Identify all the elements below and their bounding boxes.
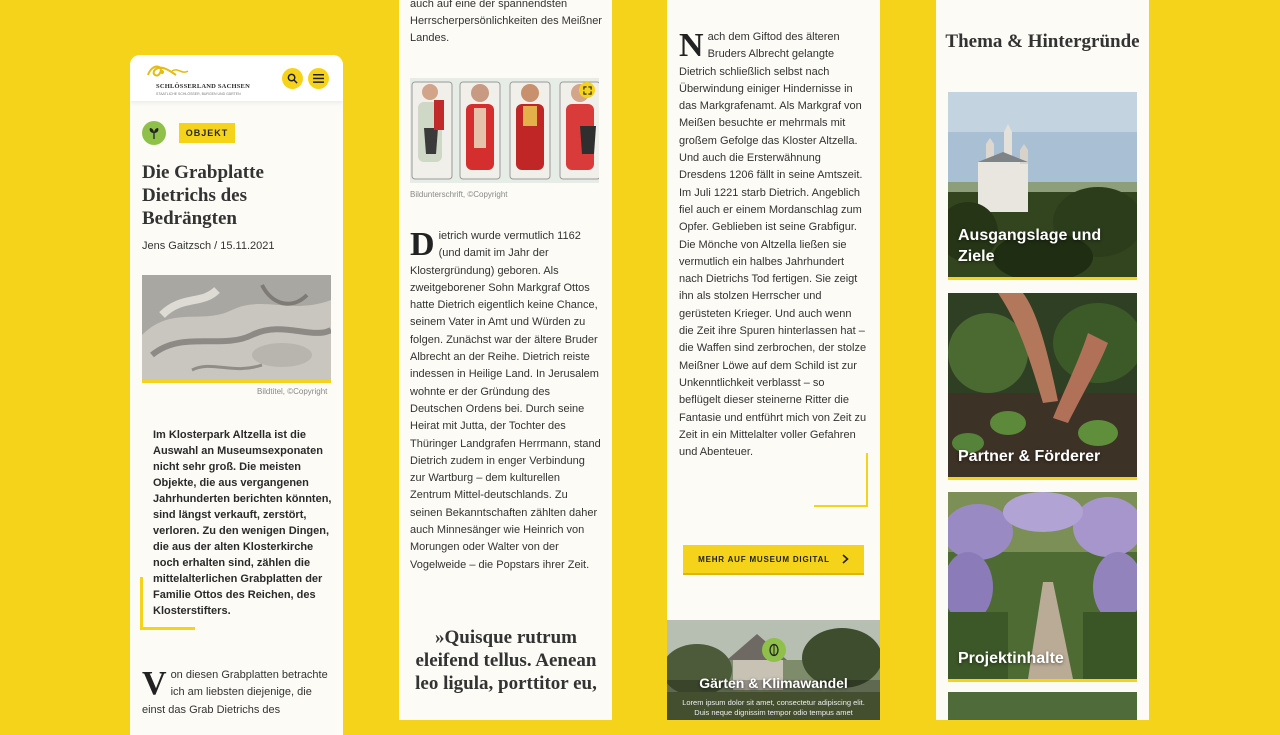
card-label: Ausgangslage und Ziele: [958, 227, 1102, 265]
card-label: Partner & Förderer: [958, 448, 1101, 465]
museum-digital-button[interactable]: [683, 545, 864, 573]
continued-text: auch auf eine der spannendsten Herrscherpersönlichkeiten des Meißner Landes.: [410, 0, 602, 44]
stone-slab-image: [142, 275, 331, 383]
body-paragraph: [142, 667, 332, 719]
topic-card-projektinhalte[interactable]: [948, 492, 1137, 682]
topics-heading: Thema & Hintergründe: [945, 31, 1140, 52]
body-text: ietrich wurde vermutlich 1162 (und damit im Jahr der Klostergründung) geboren. Als zweitgeborener Sohn Markgraf Ottos hatte Dietrich eigentlich keine Chance, seinem Vater in Amt und Würden zu folgen. Zunächst war der ältere Bruder Albrecht an der Reihe. Dietrich reiste indessen in Heilige Land. In Jerusalem wohnte er der Gründung des Deutschen Ordens bei. Durch seine Heirat mit Jutta, der Tochter des Thüringer Landgrafen Herrmann, stand Dietrich zudem in enger Verbindung zur Wartburg – dem kulturellen Zentrum Mittel-deutschlands. Zu seinen Bekanntschaften zählten daher auch Minnesänger wie Heinrich von Morungen oder Walter von der Vogelweide – die Popstars ihrer Zeit.: [410, 230, 601, 571]
body-text: on diesen Grabplatten betrachte ich am liebsten diejenige, die einst das Grab Dietrichs des: [142, 669, 328, 716]
menu-button[interactable]: [308, 68, 329, 89]
expand-button[interactable]: [579, 82, 595, 98]
body-paragraph: [679, 29, 869, 461]
topic-card-ausgangslage[interactable]: [948, 92, 1137, 280]
seed-icon: [767, 643, 781, 657]
search-icon: [287, 73, 298, 84]
card-label: Projektinhalte: [958, 650, 1064, 667]
teaser-text: Lorem ipsum dolor sit amet, consectetur adipiscing elit. Duis neque dignissim tempor odio tempus amet: [682, 698, 865, 717]
menu-icon: [313, 74, 324, 83]
body-paragraph: [410, 228, 602, 574]
grave-figures-image: [410, 78, 599, 183]
topic-card-partial[interactable]: [948, 692, 1137, 720]
teaser-card[interactable]: [667, 620, 880, 720]
topics-panel: [936, 0, 1149, 720]
drop-cap: N: [679, 27, 704, 64]
leaf-icon: [147, 126, 161, 140]
text-bracket: [814, 453, 868, 507]
category-badge: [142, 121, 166, 145]
body-text: ach dem Giftod des älteren Bruders Albrecht gelangte Dietrich schließlich selbst nach Überwindung einiger Hindernisse in das Markgrafenamt. Als Markgraf von Meißen besuchte er mehrmals mit großem Gefolge das Kloster Altzella. Und auch die Ersterwähnung Dresdens 1206 fällt in seine Amtszeit. Im Juli 1221 starb Dietrich. Angeblich fiel auch er einem Mordanschlag zum Opfer. Geblieben ist seine Grabfigur. Die Mönche von Altzella ließen sie vermutlich ein halbes Jahrhundert nach Dietrichs Tod fertigen. Sie zeigt ihn als stolzen Herrscher und gerüsteten Krieger. Und auch wenn die Zeit ihre Spuren hinterlassen hat – die Waffen sind zerbrochen, der stolze Meißner Löwe auf dem Schild ist zur Unkenntlichkeit verblasst – so beflügelt dieser steinerne Ritter die Fantasie und entführt mich von Zeit zu Zeit in ein Mittelalter voller Gefahren und Abenteuer.: [679, 31, 867, 459]
lead-paragraph: Im Klosterpark Altzella ist die Auswahl an Museumsexponaten nicht sehr groß. Die meisten Objekte, die aus vergangenen Jahrhunderten berichten könnten, sind längst verkauft, zerstört, verloren. Zu den wenigen Dingen, die aus der alten Klosterkirche noch erhalten sind, zählen die mittelalterlichen Grabplatten der Familie Ottos des Reichen, des Klosterstifters.: [153, 429, 332, 617]
image-caption: Bildunterschrift, ©Copyright: [410, 190, 508, 199]
teaser-title: Gärten & Klimawandel: [699, 675, 848, 691]
image-caption: Bildtitel, ©Copyright: [257, 387, 328, 396]
logo-subtitle: STAATLICHE SCHLÖSSER, BURGEN UND GÄRTEN: [156, 92, 241, 96]
article-panel-3: [667, 0, 880, 720]
teaser-badge: [762, 638, 786, 662]
article-panel-1: [130, 55, 343, 735]
pull-quote: »Quisque rutrum eleifend tellus. Aenean leo ligula, porttitor eu,: [415, 627, 597, 694]
search-button[interactable]: [282, 68, 303, 89]
chevron-right-icon: [842, 554, 849, 564]
expand-icon: [583, 86, 592, 95]
site-logo[interactable]: [142, 61, 250, 97]
object-tag[interactable]: OBJEKT: [179, 123, 235, 143]
drop-cap: V: [142, 665, 167, 702]
article-panel-2: [399, 0, 612, 720]
topic-card-partner[interactable]: [948, 293, 1137, 480]
site-header: [130, 55, 343, 101]
article-meta: Jens Gaitzsch / 15.11.2021: [142, 240, 275, 252]
drop-cap: D: [410, 226, 435, 263]
article-title: Die Grabplatte Dietrichs des Bedrängten: [142, 162, 264, 229]
logo-title: SCHLÖSSERLAND SACHSEN: [156, 83, 250, 90]
button-label: MEHR AUF MUSEUM DIGITAL: [698, 554, 830, 564]
